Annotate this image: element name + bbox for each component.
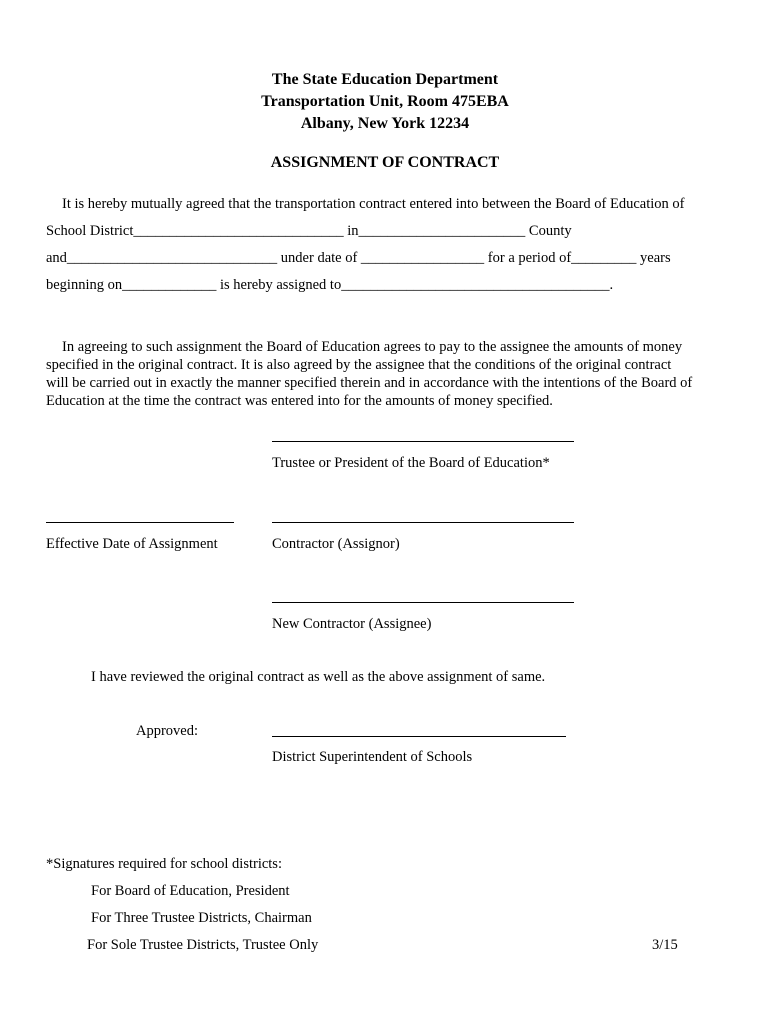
contractor-signature-line[interactable]: [272, 522, 574, 523]
agreement-line: will be carried out in exactly the manner specified therein and in accordance with the intentions of the Board of: [46, 375, 693, 391]
footnote-item: For Sole Trustee Districts, Trustee Only: [87, 937, 319, 953]
new-contractor-caption: New Contractor (Assignee): [272, 616, 432, 632]
header-address: Albany, New York 12234: [300, 115, 470, 132]
form-line-date-period: and_____________________________ under date of _________________ for a period of_________ years: [46, 250, 671, 266]
document-title: ASSIGNMENT OF CONTRACT: [270, 154, 500, 171]
approved-label: Approved:: [136, 723, 199, 739]
effective-date-caption: Effective Date of Assignment: [46, 536, 218, 552]
new-contractor-signature-line[interactable]: [272, 602, 574, 603]
agreement-line: In agreeing to such assignment the Board of Education agrees to pay to the assignee the amounts of money: [62, 339, 683, 355]
footnote-item: For Three Trustee Districts, Chairman: [91, 910, 312, 926]
header-department: The State Education Department: [271, 71, 499, 88]
superintendent-caption: District Superintendent of Schools: [272, 749, 473, 765]
footnote-item: For Board of Education, President: [91, 883, 290, 899]
superintendent-signature-line[interactable]: [272, 736, 566, 737]
effective-date-line[interactable]: [46, 522, 234, 523]
agreement-line: Education at the time the contract was entered into for the amounts of money specified.: [46, 393, 553, 409]
form-line-board: It is hereby mutually agreed that the transportation contract entered into between the Board of Education of: [62, 196, 685, 212]
footnote-heading: *Signatures required for school districts:: [46, 856, 282, 872]
trustee-signature-line[interactable]: [272, 441, 574, 442]
form-line-assigned-to: beginning on_____________ is hereby assigned to_____________________________________.: [46, 277, 614, 293]
trustee-caption: Trustee or President of the Board of Education*: [272, 455, 550, 471]
revision-date: 3/15: [652, 937, 678, 953]
contractor-caption: Contractor (Assignor): [272, 536, 400, 552]
header-unit: Transportation Unit, Room 475EBA: [261, 93, 509, 110]
review-statement: I have reviewed the original contract as well as the above assignment of same.: [91, 669, 546, 685]
agreement-paragraph: [46, 338, 726, 410]
agreement-line: specified in the original contract. It is also agreed by the assignee that the conditions of the original contract: [46, 357, 672, 373]
form-line-school-district: School District_____________________________ in_______________________ County: [46, 223, 572, 239]
